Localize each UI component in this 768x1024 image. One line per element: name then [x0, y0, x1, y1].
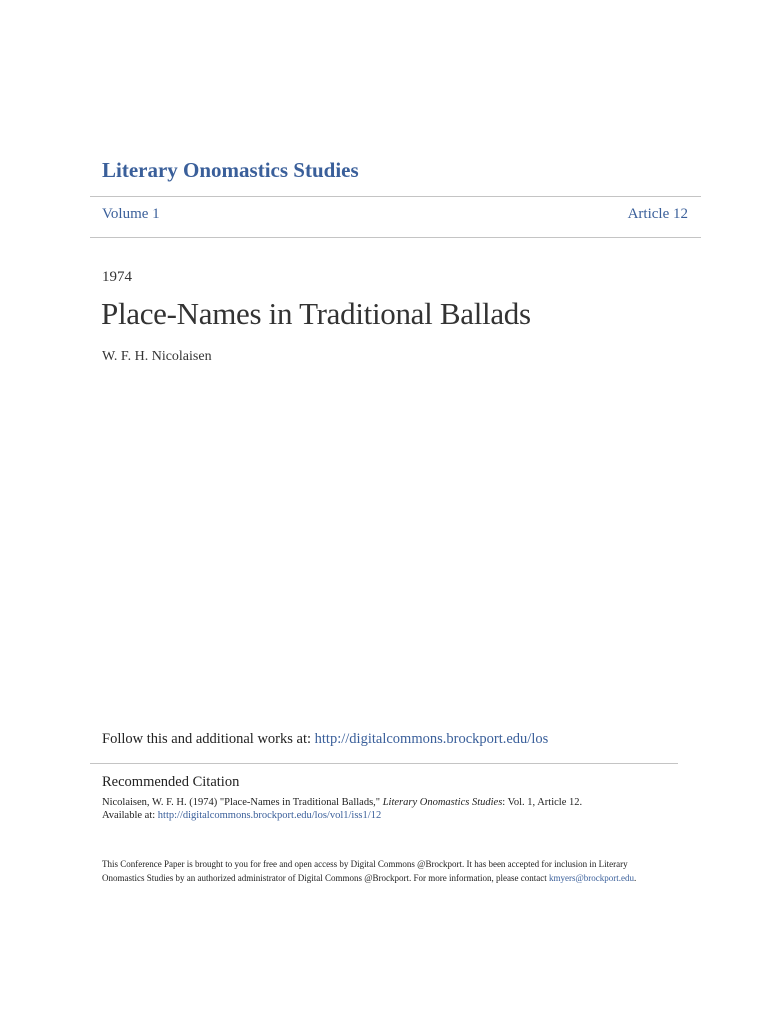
- citation-volume: : Vol. 1, Article 12.: [502, 797, 583, 808]
- article-link[interactable]: Article 12: [627, 206, 688, 222]
- citation-divider: [90, 763, 678, 764]
- follow-label: Follow this and additional works at:: [102, 731, 315, 747]
- citation-block: [102, 796, 582, 822]
- notice-text: Onomastics Studies by an authorized administrator of Digital Commons @Brockport. For more information, please contact: [102, 873, 549, 883]
- follow-line: [102, 731, 548, 748]
- citation-text: Nicolaisen, W. F. H. (1974) "Place-Names in Traditional Ballads,": [102, 797, 383, 808]
- notice-period: .: [633, 873, 637, 883]
- recommended-citation-heading: Recommended Citation: [102, 774, 240, 790]
- available-label: Available at:: [102, 810, 158, 821]
- available-link[interactable]: http://digitalcommons.brockport.edu/los/vol1/iss1/12: [157, 810, 382, 821]
- top-divider: [90, 196, 701, 197]
- citation-line: [102, 796, 582, 809]
- contact-email-link[interactable]: kmyers@brockport.edu: [548, 873, 634, 883]
- notice-line-1: This Conference Paper is brought to you for free and open access by Digital Commons @Brockport. It has been accepted for inclusion in Literary: [102, 859, 628, 869]
- citation-journal: Literary Onomastics Studies: [382, 797, 503, 808]
- volume-link[interactable]: Volume 1: [102, 206, 160, 222]
- publication-year: 1974: [102, 269, 132, 285]
- available-line: [102, 809, 582, 822]
- header-divider: [90, 237, 701, 238]
- article-title: Place-Names in Traditional Ballads: [101, 296, 531, 331]
- author-name: W. F. H. Nicolaisen: [102, 349, 212, 364]
- notice-line-2: [102, 871, 636, 885]
- journal-title-link[interactable]: Literary Onomastics Studies: [102, 158, 359, 182]
- access-notice: [102, 857, 636, 885]
- follow-link[interactable]: http://digitalcommons.brockport.edu/los: [314, 731, 549, 747]
